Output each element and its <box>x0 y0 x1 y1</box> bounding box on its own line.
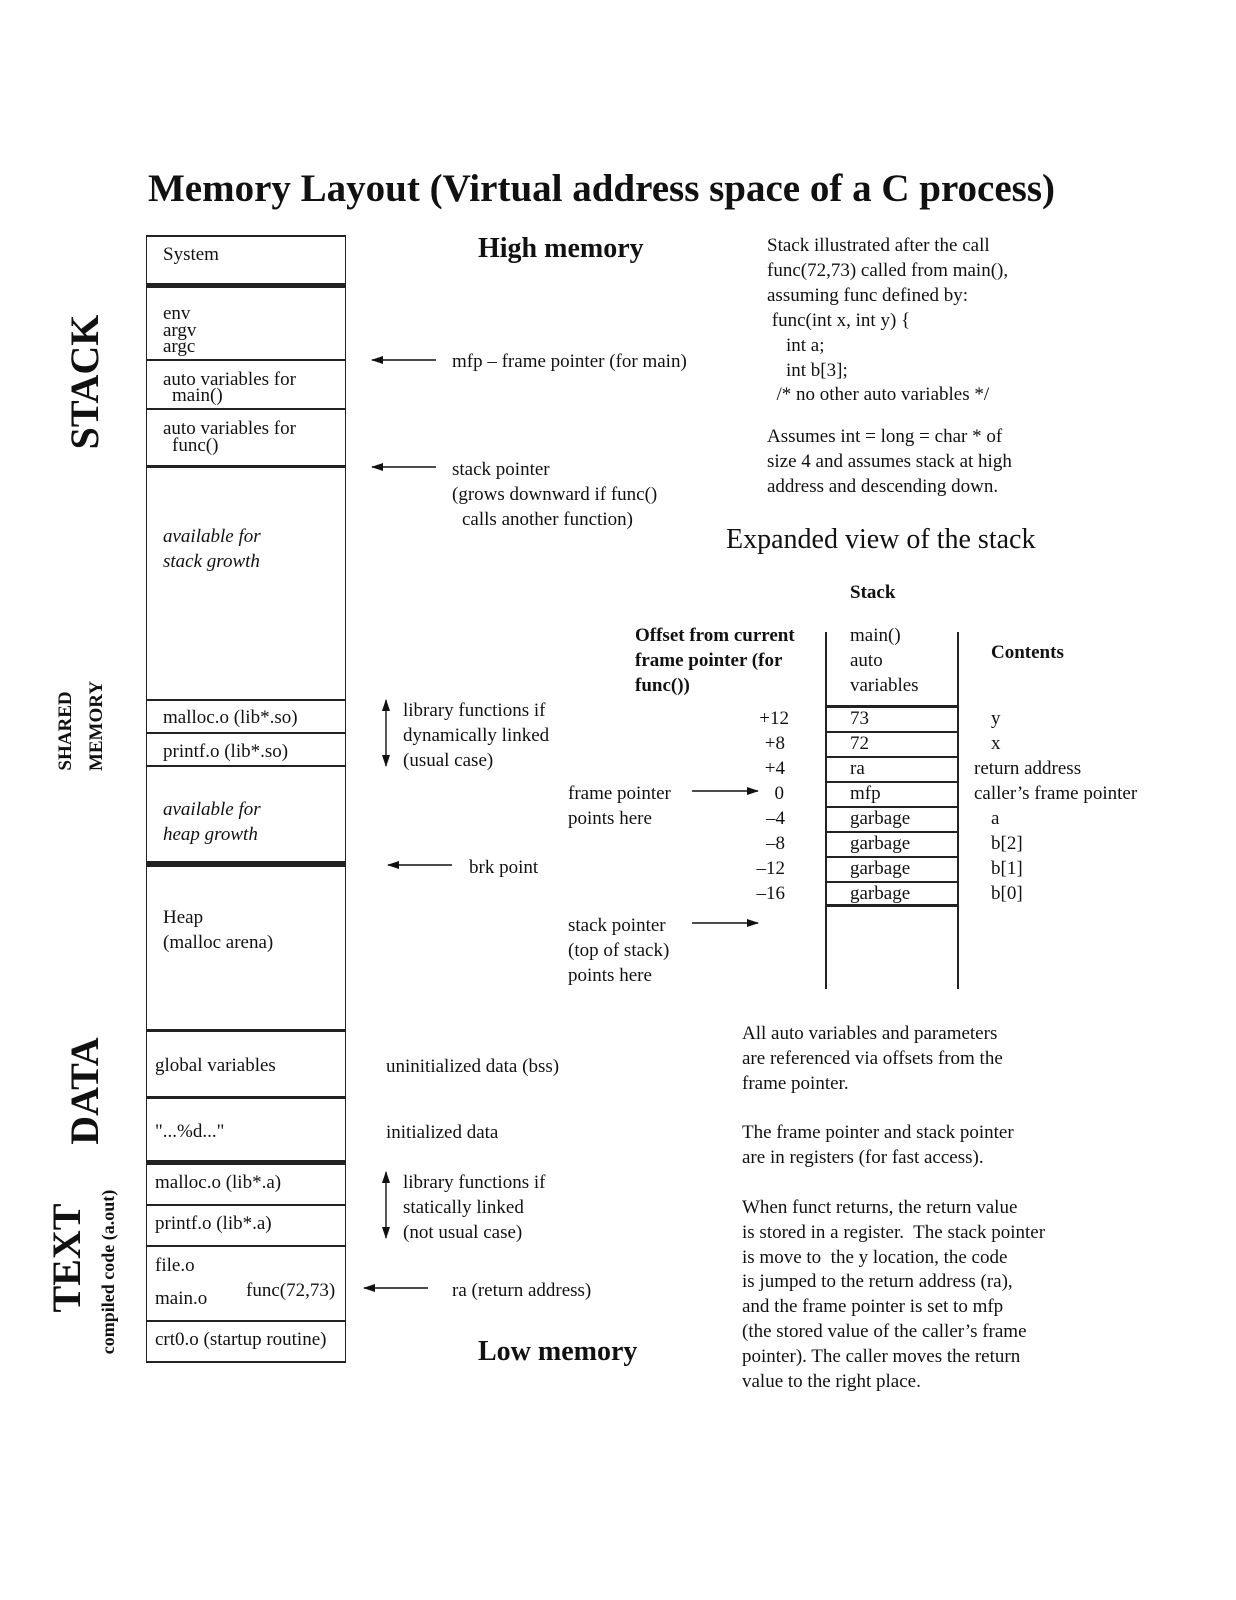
block-globals: global variables <box>155 1055 276 1076</box>
brk-annotation: brk point <box>469 857 539 878</box>
bottom-note-line: is stored in a register. The stack pointer <box>742 1222 1046 1243</box>
offset-header-3: func()) <box>635 675 690 696</box>
text-side-label: TEXT <box>44 1203 89 1313</box>
note-line: int b[3]; <box>767 360 848 381</box>
value-cell: garbage <box>850 808 911 829</box>
note-line: func(72,73) called from main(), <box>767 260 1009 281</box>
block-malloc-a: malloc.o (lib*.a) <box>155 1172 282 1193</box>
divider <box>146 408 346 410</box>
divider-thick <box>146 465 346 468</box>
block-avail-heap: available for <box>163 799 261 820</box>
divider <box>146 1361 346 1363</box>
data-side-label: DATA <box>62 1037 107 1145</box>
block-avail-stack-2: stack growth <box>163 551 260 572</box>
content-cell: x <box>991 733 1001 754</box>
bss-annotation: uninitialized data (bss) <box>386 1056 560 1077</box>
bottom-note-line: is jumped to the return address (ra), <box>742 1271 1013 1292</box>
mfp-annotation: mfp – frame pointer (for main) <box>452 351 687 372</box>
offset-cell: –8 <box>766 833 785 854</box>
content-cell: b[1] <box>991 858 1023 879</box>
stack-row-divider <box>825 705 958 708</box>
dyn-lib-1: library functions if <box>403 700 546 721</box>
offset-cell: +4 <box>764 758 785 779</box>
block-func-call: func(72,73) <box>246 1280 336 1301</box>
offset-cell: +12 <box>759 708 789 729</box>
block-file-o: file.o <box>155 1255 195 1276</box>
stat-lib-2: statically linked <box>403 1197 524 1218</box>
sp-label-2: (top of stack) <box>568 940 670 961</box>
stack-row-divider <box>825 756 958 758</box>
divider <box>146 699 346 701</box>
block-system: System <box>163 244 219 265</box>
block-heap-2: (malloc arena) <box>163 932 274 953</box>
main-auto-3: variables <box>850 675 919 696</box>
content-cell: return address <box>974 758 1082 779</box>
note-line: address and descending down. <box>767 476 999 497</box>
block-malloc-so: malloc.o (lib*.so) <box>163 707 298 728</box>
content-cell: y <box>991 708 1001 729</box>
fp-label-2: points here <box>568 808 652 829</box>
shared-side-label: SHARED <box>55 691 76 771</box>
sp-annotation-3: calls another function) <box>462 509 633 530</box>
stack-row-divider <box>825 731 958 733</box>
divider <box>146 1029 346 1032</box>
stack-label: Stack <box>850 582 896 603</box>
bottom-note-line: frame pointer. <box>742 1073 849 1094</box>
memory-side-label: MEMORY <box>86 680 107 772</box>
note-line: /* no other auto variables */ <box>767 384 990 405</box>
value-cell: 72 <box>850 733 869 754</box>
block-auto-func: auto variables for <box>163 418 296 439</box>
divider-thick <box>146 1160 346 1165</box>
bottom-note-line: The frame pointer and stack pointer <box>742 1122 1014 1143</box>
value-cell: mfp <box>850 783 881 804</box>
block-auto-main-2: main() <box>172 385 223 406</box>
block-format-string: "...%d..." <box>155 1121 225 1142</box>
stat-lib-3: (not usual case) <box>403 1222 523 1243</box>
value-cell: ra <box>850 758 865 779</box>
init-data-annotation: initialized data <box>386 1122 499 1143</box>
bottom-note-line: and the frame pointer is set to mfp <box>742 1296 1004 1317</box>
offset-header-1: Offset from current <box>635 625 795 646</box>
main-auto-2: auto <box>850 650 883 671</box>
note-line: int a; <box>767 335 825 356</box>
note-line: size 4 and assumes stack at high <box>767 451 1012 472</box>
bottom-note-line: are referenced via offsets from the <box>742 1048 1003 1069</box>
divider-thick <box>146 283 346 288</box>
bottom-note-line: value to the right place. <box>742 1371 921 1392</box>
block-main-o: main.o <box>155 1288 208 1309</box>
sp-label-3: points here <box>568 965 652 986</box>
dyn-lib-3: (usual case) <box>403 750 494 771</box>
compiled-code-label: compiled code (a.out) <box>98 1189 118 1355</box>
bottom-note-line: All auto variables and parameters <box>742 1023 998 1044</box>
divider <box>146 359 346 361</box>
note-line: assuming func defined by: <box>767 285 969 306</box>
divider <box>146 1320 346 1322</box>
high-memory-label: High memory <box>478 233 644 264</box>
content-cell: b[0] <box>991 883 1023 904</box>
block-avail-stack: available for <box>163 526 261 547</box>
fp-label-1: frame pointer <box>568 783 671 804</box>
offset-cell: +8 <box>764 733 785 754</box>
block-argc: argc <box>163 336 196 357</box>
stack-row-divider <box>825 781 958 783</box>
block-auto-main: auto variables for <box>163 369 296 390</box>
expanded-heading: Expanded view of the stack <box>726 524 1036 555</box>
divider-thick <box>146 861 346 867</box>
bottom-note-line: pointer). The caller moves the return <box>742 1346 1021 1367</box>
diagram-title: Memory Layout (Virtual address space of a C process) <box>148 167 1056 210</box>
content-cell: b[2] <box>991 833 1023 854</box>
offset-cell: –4 <box>766 808 785 829</box>
divider <box>146 1096 346 1099</box>
stack-side-label: STACK <box>62 314 107 450</box>
stack-right-border <box>957 632 959 989</box>
block-argv: argv <box>163 320 197 341</box>
block-heap: Heap <box>163 907 204 928</box>
divider <box>146 732 346 734</box>
bottom-note-line: (the stored value of the caller’s frame <box>742 1321 1027 1342</box>
block-printf-a: printf.o (lib*.a) <box>155 1213 272 1234</box>
value-cell: garbage <box>850 883 911 904</box>
offset-cell: 0 <box>774 783 784 804</box>
bottom-note-line: are in registers (for fast access). <box>742 1147 984 1168</box>
offset-header-2: frame pointer (for <box>635 650 783 671</box>
block-env: env <box>163 303 191 324</box>
stat-lib-1: library functions if <box>403 1172 546 1193</box>
bottom-note-line: When funct returns, the return value <box>742 1197 1018 1218</box>
offset-cell: –16 <box>756 883 785 904</box>
offset-cell: –12 <box>756 858 785 879</box>
block-avail-heap-2: heap growth <box>163 824 258 845</box>
sp-label-1: stack pointer <box>568 915 666 936</box>
value-cell: garbage <box>850 833 911 854</box>
sp-annotation-1: stack pointer <box>452 459 550 480</box>
note-line: func(int x, int y) { <box>767 310 911 331</box>
divider <box>146 1204 346 1206</box>
content-cell: caller’s frame pointer <box>974 783 1138 804</box>
divider <box>146 1245 346 1247</box>
block-auto-func-2: func() <box>172 435 219 456</box>
sp-annotation-2: (grows downward if func() <box>452 484 658 505</box>
contents-header: Contents <box>991 642 1064 663</box>
value-cell: 73 <box>850 708 869 729</box>
ra-annotation: ra (return address) <box>452 1280 592 1301</box>
divider <box>146 235 346 237</box>
note-line: Assumes int = long = char * of <box>767 426 1003 447</box>
value-cell: garbage <box>850 858 911 879</box>
block-crt0: crt0.o (startup routine) <box>155 1329 327 1350</box>
main-auto-1: main() <box>850 625 901 646</box>
stack-left-border <box>825 632 827 989</box>
low-memory-label: Low memory <box>478 1336 638 1367</box>
block-printf-so: printf.o (lib*.so) <box>163 741 289 762</box>
content-cell: a <box>991 808 1000 829</box>
divider <box>146 765 346 767</box>
note-line: Stack illustrated after the call <box>767 235 990 256</box>
dyn-lib-2: dynamically linked <box>403 725 550 746</box>
bottom-note-line: is move to the y location, the code <box>742 1247 1008 1268</box>
